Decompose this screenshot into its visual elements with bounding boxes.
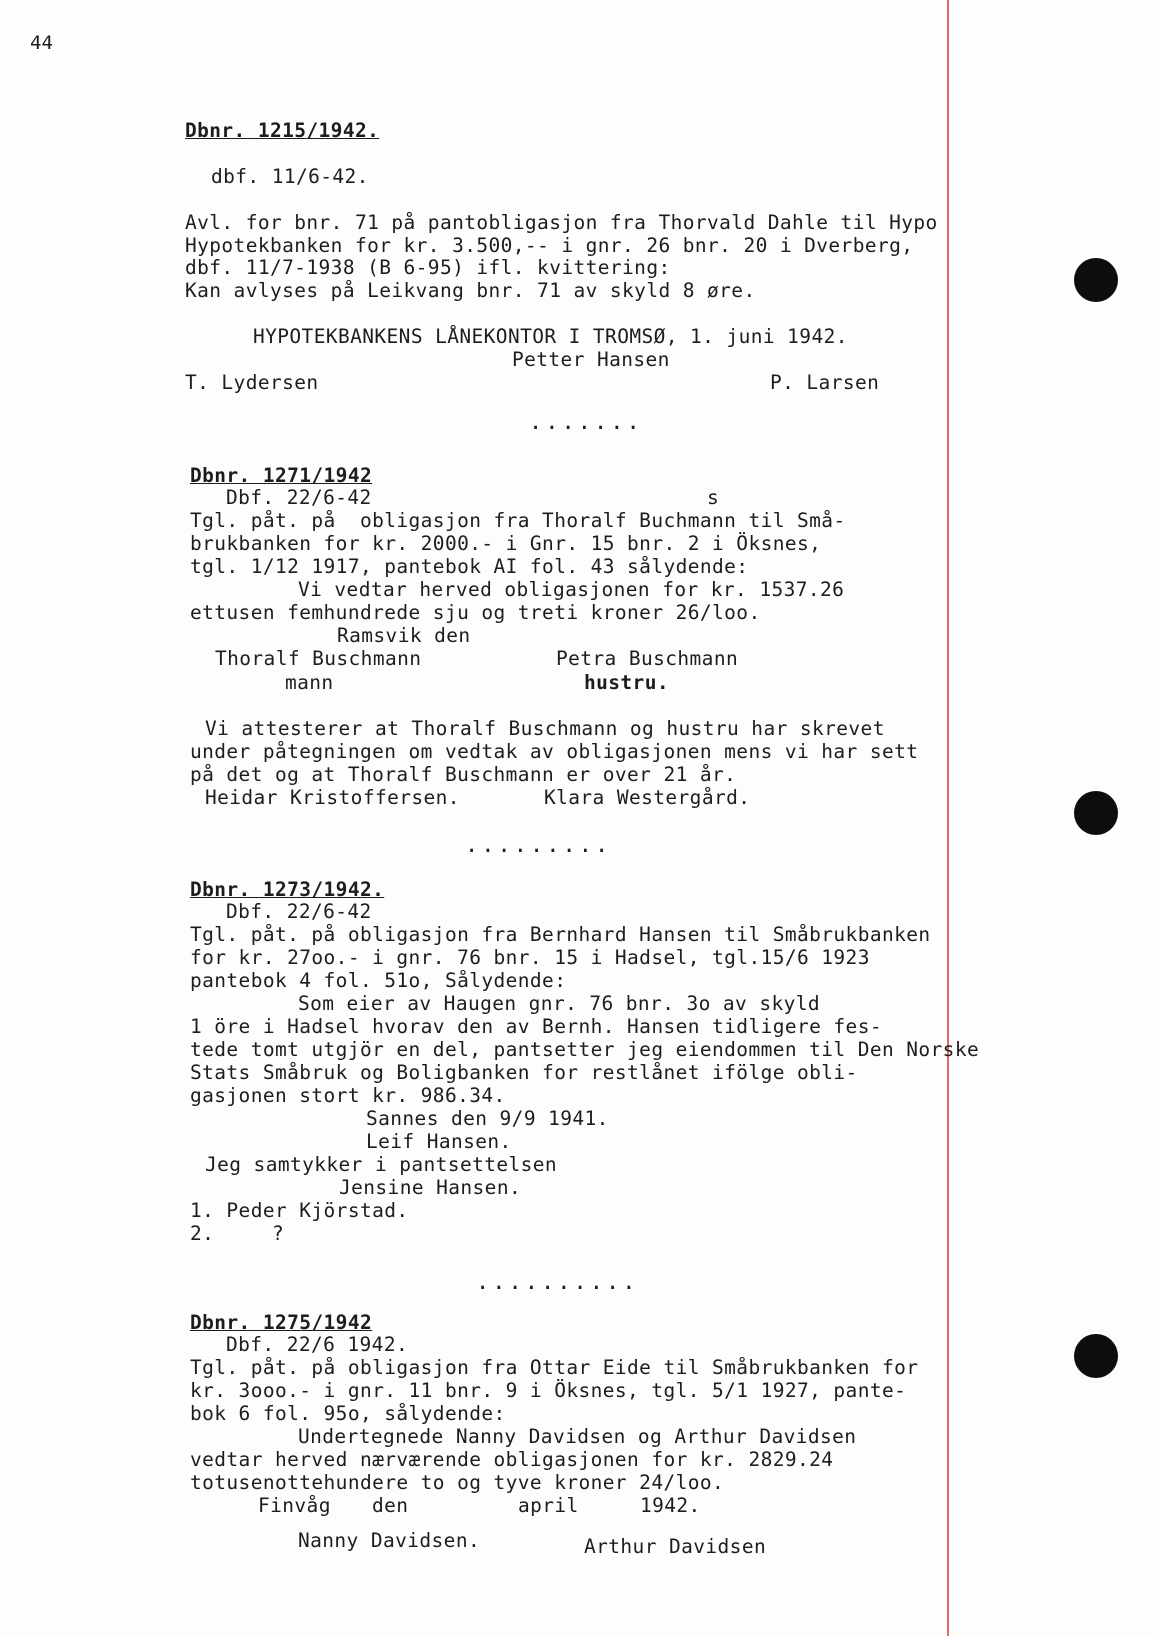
entry-line: den [372,1494,409,1517]
entry-line: Dbf. 22/6 1942. [226,1333,409,1356]
entry-line: Stats Småbruk og Boligbanken for restlånet ifölge obli- [190,1061,858,1084]
entry-line: Tgl. påt. på obligasjon fra Thoralf Buchmann til Små- [190,509,846,532]
separator: ....... [529,410,643,435]
entry-line: brukbanken for kr. 2000.- i Gnr. 15 bnr. 2 i Öksnes, [190,532,822,555]
entry-line: Som eier av Haugen gnr. 76 bnr. 3o av skyld [298,992,821,1015]
punch-hole [1074,258,1118,302]
separator: .......... [476,1270,639,1295]
entry-line: tgl. 1/12 1917, pantebok AI fol. 43 sålydende: [190,555,749,578]
entry-line: under påtegningen om vedtak av obligasjonen mens vi har sett [190,740,919,763]
entry-line: gasjonen stort kr. 986.34. [190,1084,506,1107]
page-number: 44 [30,32,53,54]
signature: Nanny Davidsen. [298,1529,481,1552]
entry-line: Undertegnede Nanny Davidsen og Arthur Davidsen [298,1425,857,1448]
signature: P. Larsen [770,371,880,394]
entry-line: for kr. 27oo.- i gnr. 76 bnr. 15 i Hadsel, tgl.15/6 1923 [190,946,870,969]
entry-line: Avl. for bnr. 71 på pantobligasjon fra Thorvald Dahle til Hypo [185,211,938,234]
entry-line: dbf. 11/6-42. [211,165,369,188]
entry-line: tede tomt utgjör en del, pantsetter jeg eiendommen til Den Norske [190,1038,980,1061]
entry-line: Dbf. 22/6-42 [226,486,372,509]
entry-header: Dbnr. 1215/1942. [185,119,380,142]
entry-line: april [518,1494,579,1517]
witness-line: ? [272,1222,285,1245]
signature: Leif Hansen. [366,1130,512,1153]
signature: T. Lydersen [185,371,319,394]
entry-line: Hypotekbanken for kr. 3.500,-- i gnr. 26 bnr. 20 i Dverberg, [185,234,914,257]
entry-line: dbf. 11/7-1938 (B 6-95) ifl. kvittering: [185,256,671,279]
entry-line: 1 öre i Hadsel hvorav den av Bernh. Hansen tidligere fes- [190,1015,882,1038]
entry-line: Tgl. påt. på obligasjon fra Bernhard Hansen til Småbrukbanken [190,923,931,946]
signature: Arthur Davidsen [584,1535,767,1558]
signature: Heidar Kristoffersen. [205,786,460,809]
entry-line: s [707,486,720,509]
entry-line: ettusen femhundrede sju og treti kroner 26/loo. [190,601,761,624]
entry-line: mann [285,671,334,694]
entry-line: Finvåg [258,1494,331,1517]
entry-line: vedtar herved nærværende obligasjonen for kr. 2829.24 [190,1448,834,1471]
entry-line: Vi attesterer at Thoralf Buschmann og hustru har skrevet [205,717,885,740]
entry-line: Vi vedtar herved obligasjonen for kr. 1537.26 [298,578,845,601]
signature: Klara Westergård. [544,786,751,809]
entry-line: Sannes den 9/9 1941. [366,1107,609,1130]
entry-line: pantebok 4 fol. 51o, Sålydende: [190,969,567,992]
entry-line: totusenottehundere to og tyve kroner 24/loo. [190,1471,725,1494]
signature: Petter Hansen [512,348,670,371]
entry-line: 1942. [640,1494,701,1517]
entry-line: Tgl. påt. på obligasjon fra Ottar Eide til Småbrukbanken for [190,1356,919,1379]
entry-header: Dbnr. 1275/1942 [190,1311,373,1334]
entry-line: bok 6 fol. 95o, sålydende: [190,1402,506,1425]
entry-line: hustru. [584,671,669,694]
red-margin-line [947,0,949,1636]
signature: Thoralf Buschmann [215,647,422,670]
entry-line: HYPOTEKBANKENS LÅNEKONTOR I TROMSØ, 1. juni 1942. [253,325,848,348]
signature: Petra Buschmann [556,647,739,670]
entry-header: Dbnr. 1273/1942. [190,878,385,901]
witness-line: 1. Peder Kjörstad. [190,1199,409,1222]
entry-line: Jeg samtykker i pantsettelsen [205,1153,558,1176]
entry-header: Dbnr. 1271/1942 [190,464,373,487]
entry-line: kr. 3ooo.- i gnr. 11 bnr. 9 i Öksnes, tgl. 5/1 1927, pante- [190,1379,907,1402]
witness-line: 2. [190,1222,215,1245]
entry-line: Kan avlyses på Leikvang bnr. 71 av skyld 8 øre. [185,279,756,302]
punch-hole [1074,1334,1118,1378]
entry-line: på det og at Thoralf Buschmann er over 21 år. [190,763,737,786]
entry-line: Ramsvik den [337,624,471,647]
punch-hole [1074,791,1118,835]
separator: ......... [465,833,612,858]
entry-line: Dbf. 22/6-42 [226,900,372,923]
signature: Jensine Hansen. [339,1176,522,1199]
